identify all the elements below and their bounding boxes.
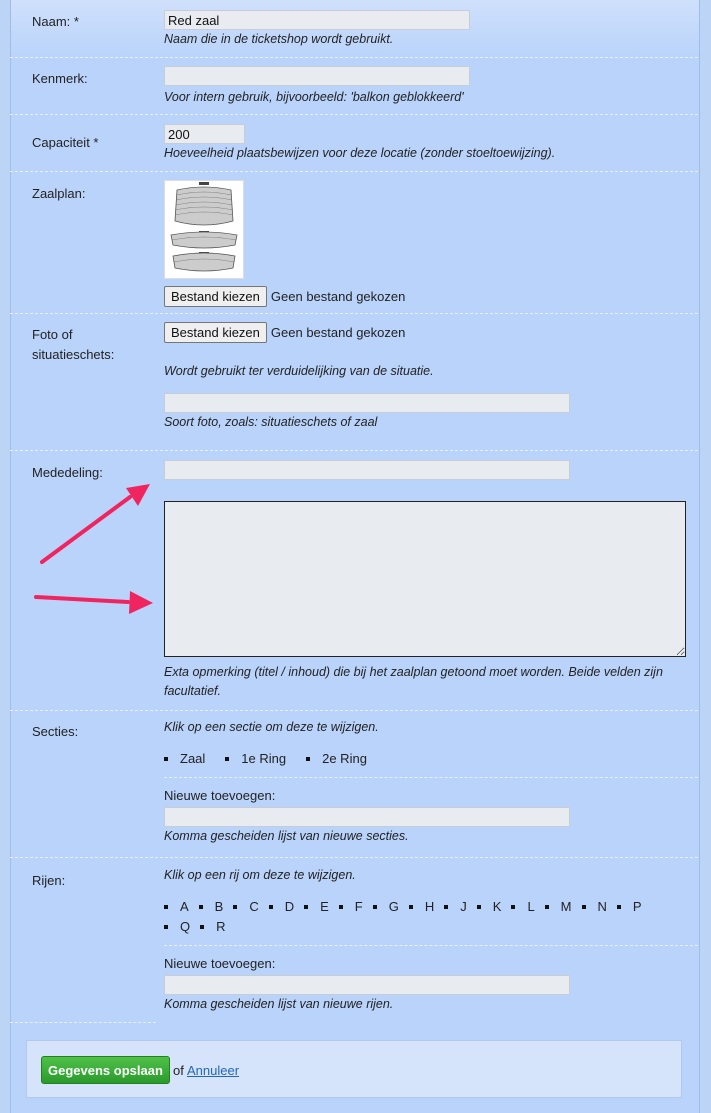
mededeling-title-input[interactable] xyxy=(164,460,570,480)
rijen-new-hint: Komma gescheiden lijst van nieuwe rijen. xyxy=(164,997,394,1011)
foto-type-hint: Soort foto, zoals: situatieschets of zaal xyxy=(164,415,378,429)
rij-list xyxy=(158,897,678,937)
sectie-item[interactable]: Zaal xyxy=(158,749,205,769)
form-footer xyxy=(26,1040,682,1098)
foto-type-input[interactable] xyxy=(164,393,570,413)
rijen-new-input[interactable] xyxy=(164,975,570,995)
rijen-label: Rijen: xyxy=(32,873,66,888)
kenmerk-label: Kenmerk: xyxy=(32,71,88,86)
row-mededeling xyxy=(10,450,698,711)
rij-item[interactable]: C xyxy=(227,897,258,917)
rij-item[interactable]: M xyxy=(539,897,572,917)
row-secties xyxy=(10,710,698,858)
secties-label: Secties: xyxy=(32,724,79,739)
rij-item[interactable]: R xyxy=(194,917,225,937)
naam-hint: Naam die in de ticketshop wordt gebruikt. xyxy=(164,32,394,46)
rij-item[interactable]: Q xyxy=(158,917,190,937)
row-capaciteit xyxy=(10,114,698,172)
seating-plan-icon xyxy=(165,181,243,278)
capaciteit-label: Capaciteit * xyxy=(32,135,99,150)
mededeling-hint: Exta opmerking (titel / inhoud) die bij het zaalplan getoond moet worden. Beide velden zijn facultatief. xyxy=(164,665,663,698)
mededeling-body-textarea[interactable] xyxy=(164,501,686,657)
zaalplan-file-status: Geen bestand gekozen xyxy=(270,289,406,304)
foto-label: Foto of situatieschets: xyxy=(32,327,115,362)
seating-plan-thumbnail xyxy=(164,180,244,279)
naam-input[interactable] xyxy=(164,10,470,30)
save-button[interactable]: Gegevens opslaan xyxy=(41,1056,170,1084)
sectie-item[interactable]: 2e Ring xyxy=(300,749,367,769)
rij-item[interactable]: A xyxy=(158,897,189,917)
foto-file-button[interactable]: Bestand kiezen xyxy=(164,322,267,343)
rij-item[interactable]: P xyxy=(611,897,642,917)
row-foto xyxy=(10,313,698,451)
rijen-intro: Klik op een rij om deze te wijzigen. xyxy=(164,868,356,882)
section-divider xyxy=(10,1022,156,1023)
rij-item[interactable]: J xyxy=(438,897,467,917)
or-text: of xyxy=(173,1063,184,1078)
zaalplan-label: Zaalplan: xyxy=(32,186,86,201)
secties-new-label: Nieuwe toevoegen: xyxy=(164,788,276,803)
foto-file-status: Geen bestand gekozen xyxy=(270,325,406,340)
row-zaalplan xyxy=(10,171,698,314)
rij-item[interactable]: G xyxy=(367,897,399,917)
sectie-item[interactable]: 1e Ring xyxy=(219,749,286,769)
rij-item[interactable]: B xyxy=(193,897,224,917)
rij-item[interactable]: F xyxy=(333,897,363,917)
secties-new-hint: Komma gescheiden lijst van nieuwe secties. xyxy=(164,829,409,843)
zaalplan-file-button[interactable]: Bestand kiezen xyxy=(164,286,267,307)
kenmerk-input[interactable] xyxy=(164,66,470,86)
foto-hint: Wordt gebruikt ter verduidelijking van de situatie. xyxy=(164,364,434,378)
row-rijen xyxy=(10,857,698,1022)
row-naam xyxy=(10,0,698,58)
kenmerk-hint: Voor intern gebruik, bijvoorbeeld: 'balkon geblokkeerd' xyxy=(164,90,464,104)
mededeling-label: Mededeling: xyxy=(32,465,103,480)
rij-item[interactable]: E xyxy=(298,897,329,917)
sectie-list xyxy=(158,749,698,769)
naam-label: Naam: * xyxy=(32,14,79,29)
capaciteit-hint: Hoeveelheid plaatsbewijzen voor deze locatie (zonder stoeltoewijzing). xyxy=(164,146,556,160)
secties-new-input[interactable] xyxy=(164,807,570,827)
rij-item[interactable]: D xyxy=(263,897,294,917)
rij-item[interactable]: N xyxy=(576,897,607,917)
capaciteit-input[interactable] xyxy=(164,124,245,144)
rijen-new-label: Nieuwe toevoegen: xyxy=(164,956,276,971)
rij-item[interactable]: H xyxy=(403,897,434,917)
rij-item[interactable]: L xyxy=(505,897,534,917)
row-kenmerk xyxy=(10,57,698,115)
secties-intro: Klik op een sectie om deze te wijzigen. xyxy=(164,720,379,734)
cancel-link[interactable]: Annuleer xyxy=(187,1063,240,1078)
rij-item[interactable]: K xyxy=(471,897,502,917)
